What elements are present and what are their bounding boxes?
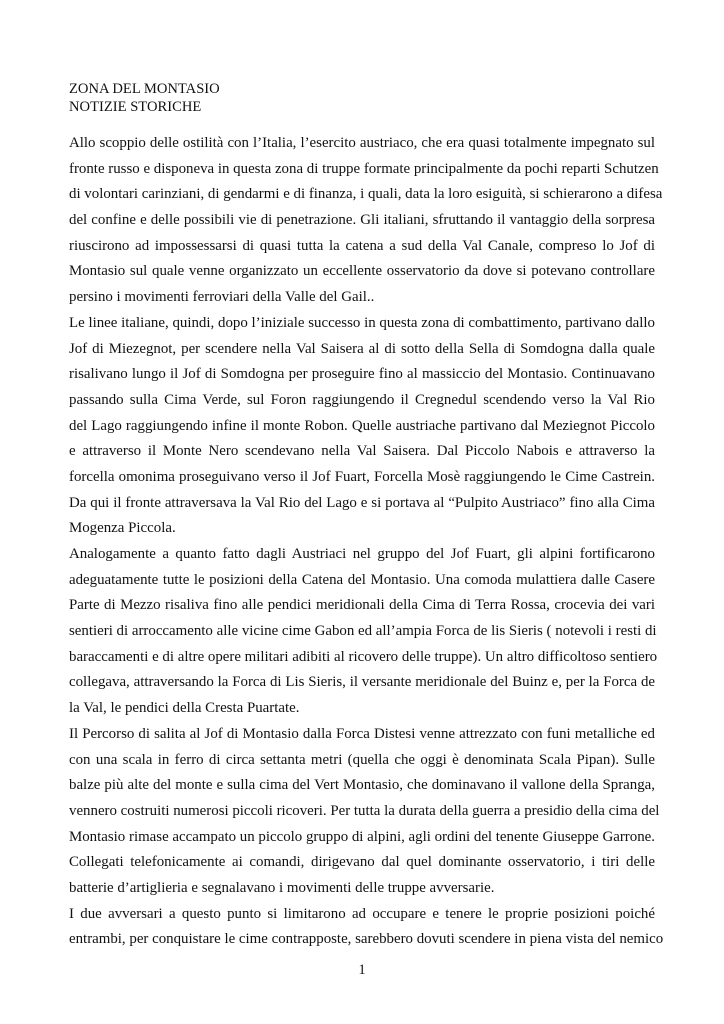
text-line: fronte russo e disponeva in questa zona di truppe formate principalmente da pochi reparti Schutzen — [69, 160, 659, 177]
text-line: baraccamenti e di altre opere militari adibiti al ricovero delle truppe). Un altro difficoltoso sentiero — [69, 648, 658, 665]
text-line: persino i movimenti ferroviari della Valle del Gail.. — [69, 289, 375, 306]
text-line: I due avversari a questo punto si limitarono ad occupare e tenere le proprie posizioni poiché — [69, 905, 655, 922]
text-line: Montasio sul quale venne organizzato un eccellente osservatorio da dove si potevano controllare — [69, 263, 655, 280]
document-body — [69, 131, 664, 953]
heading-subtitle: NOTIZIE STORICHE — [69, 99, 202, 115]
text-line: balze più alte del monte e sulla cima del Vert Montasio, che dominavano il vallone della Spranga, — [69, 777, 655, 794]
text-line: Montasio rimase accampato un piccolo gruppo di alpini, agli ordini del tenente Giuseppe Garrone. — [69, 828, 655, 845]
text-line: adeguatamente tutte le posizioni della Catena del Montasio. Una comoda mulattiera dalle Casere — [69, 571, 655, 588]
text-line: collegava, attraversando la Forca di Lis Sieris, il versante meridionale del Buinz e, per la Forca de — [69, 674, 655, 691]
text-line: Parte di Mezzo risaliva fino alle pendici meridionali della Cima di Terra Rossa, crocevia dei vari — [69, 597, 655, 614]
text-line: Il Percorso di salita al Jof di Montasio dalla Forca Distesi venne attrezzato con funi metalliche ed — [69, 725, 655, 742]
text-line: del confine e delle possibili vie di penetrazione. Gli italiani, sfruttando il vantaggio della sorpresa — [69, 212, 655, 229]
text-line: di volontari carinziani, di gendarmi e di finanza, i quali, data la loro esiguità, si schierarono a difesa — [69, 186, 663, 203]
text-line: riuscirono ad impossessarsi di quasi tutta la catena a sud della Val Canale, compreso lo Jof di — [69, 237, 655, 254]
text-line: e attraverso il Monte Nero scendevano nella Val Saisera. Dal Piccolo Nabois e attraverso la — [69, 443, 655, 460]
text-line: passando sulla Cima Verde, sul Foron raggiungendo il Cregnedul scendendo verso la Val Rio — [69, 391, 655, 408]
text-line: Allo scoppio delle ostilità con l’Italia, l’esercito austriaco, che era quasi totalmente impegnato sul — [69, 135, 655, 151]
heading-title: ZONA DEL MONTASIO — [69, 81, 220, 97]
text-line: Mogenza Piccola. — [69, 520, 176, 537]
text-line: risalivano lungo il Jof di Somdogna per proseguire fino al massiccio del Montasio. Continuavano — [69, 366, 655, 383]
page-number: 1 — [358, 962, 366, 978]
text-line: Le linee italiane, quindi, dopo l’iniziale successo in questa zona di combattimento, partivano dallo — [69, 314, 655, 331]
text-line: Collegati telefonicamente ai comandi, dirigevano dal quel dominante osservatorio, i tiri delle — [69, 854, 655, 871]
text-line: Da qui il fronte attraversava la Val Rio del Lago e si portava al “Pulpito Austriaco” fino alla Cima — [69, 494, 655, 511]
text-line: vennero costruiti numerosi piccoli ricoveri. Per tutta la durata della guerra a presidio della cima del — [69, 802, 660, 819]
text-line: Analogamente a quanto fatto dagli Austriaci nel gruppo del Jof Fuart, gli alpini fortificarono — [69, 546, 655, 562]
text-line: batterie d’artiglieria e segnalavano i movimenti delle truppe avversarie. — [69, 879, 495, 896]
text-line: entrambi, per conquistare le cime contrapposte, sarebbero dovuti scendere in piena vista del nemico — [69, 931, 664, 948]
text-line: Jof di Miezegnot, per scendere nella Val Saisera al di sotto della Sella di Somdogna dalla quale — [69, 340, 655, 357]
text-line: la Val, le pendici della Cresta Puartate. — [69, 700, 300, 717]
text-line: con una scala in ferro di circa settanta metri (quella che oggi è denominata Scala Pipan). Sulle — [69, 751, 655, 768]
text-line: del Lago raggiungendo infine il monte Robon. Quelle austriache partivano dal Meziegnot Piccolo — [69, 417, 655, 434]
text-line: sentieri di arroccamento alle vicine cime Gabon ed all’ampia Forca de lis Sieris ( notevoli i resti di — [69, 623, 657, 640]
text-line: forcella omonima proseguivano verso il Jof Fuart, Forcella Mosè raggiungendo le Cime Castrein. — [69, 468, 655, 485]
document-heading — [69, 80, 220, 116]
